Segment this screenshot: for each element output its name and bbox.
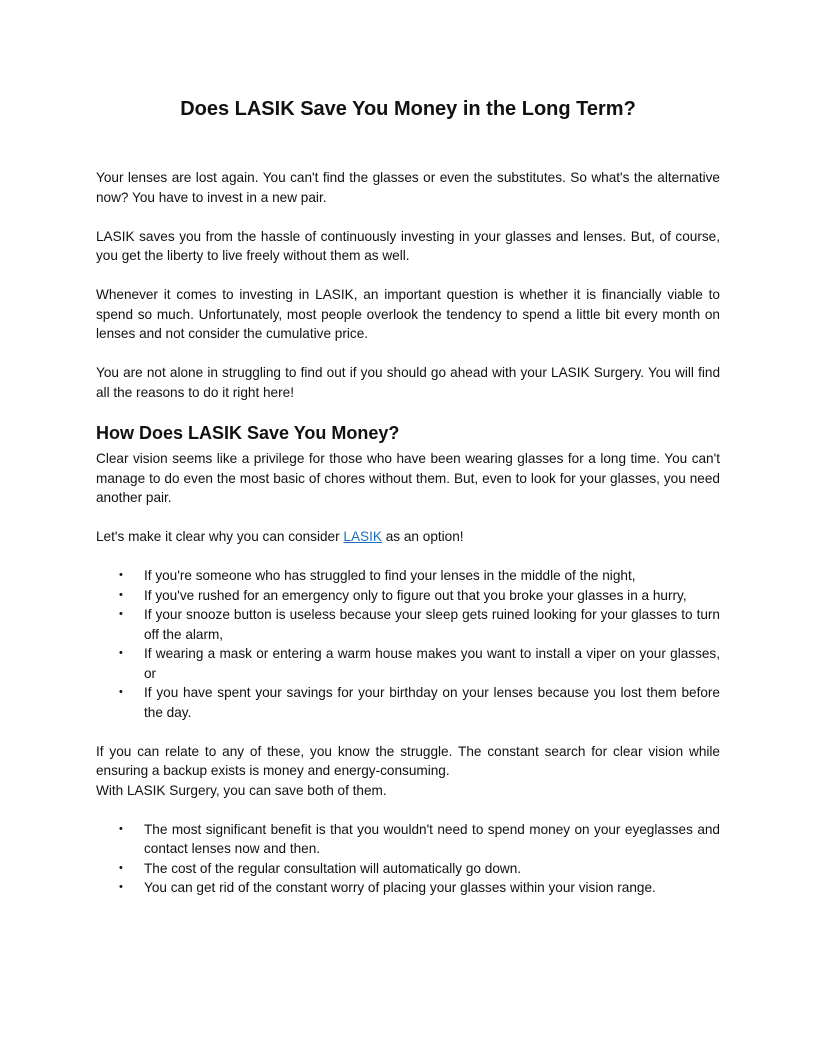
list-item	[119, 859, 720, 879]
intro-paragraph: Whenever it comes to investing in LASIK, an important question is whether it is financially viable to spend so much. Unfortunately, most people overlook the tendency to spend a little bit every month on lenses and not consider the cumulative price.	[96, 287, 720, 341]
list-item-text: If you're someone who has struggled to find your lenses in the middle of the night,	[144, 568, 636, 583]
list-item	[119, 566, 720, 586]
benefits-list	[96, 820, 720, 898]
list-item-text: If your snooze button is useless because your sleep gets ruined looking for your glasses to turn off the alarm,	[144, 607, 720, 642]
link-prefix-text: Let's make it clear why you can consider	[96, 529, 344, 544]
list-item	[119, 644, 720, 683]
bullet-icon: •	[119, 647, 123, 659]
section-paragraph: Clear vision seems like a privilege for those who have been wearing glasses for a long time. You can't manage to do even the most basic of chores without them. But, even to look for your glasses, you need another pair.	[96, 451, 720, 505]
intro-paragraph: Your lenses are lost again. You can't find the glasses or even the substitutes. So what's the alternative now? You have to invest in a new pair.	[96, 170, 720, 205]
bullet-icon: •	[119, 881, 123, 893]
link-suffix-text: as an option!	[381, 529, 464, 544]
bullet-icon: •	[119, 861, 123, 874]
page-title: Does LASIK Save You Money in the Long Term?	[180, 98, 636, 120]
bullet-icon: •	[119, 569, 123, 581]
list-item-text: If wearing a mask or entering a warm house makes you want to install a viper on your glasses, or	[144, 646, 720, 681]
intro-paragraph: LASIK saves you from the hassle of continuously investing in your glasses and lenses. But, of course, you get the liberty to live freely without them as well.	[96, 228, 720, 263]
list-item	[119, 683, 720, 722]
list-item-text: If you've rushed for an emergency only to figure out that you broke your glasses in a hurry,	[144, 587, 687, 603]
list-item-text: You can get rid of the constant worry of placing your glasses within your vision range.	[144, 880, 656, 895]
list-item-text: If you have spent your savings for your birthday on your lenses because you lost them before the day.	[144, 685, 720, 720]
list-item	[119, 605, 720, 644]
section-paragraph-with-link	[96, 527, 720, 547]
section-paragraph: With LASIK Surgery, you can save both of them.	[96, 782, 387, 798]
section-heading: How Does LASIK Save You Money?	[96, 423, 400, 443]
list-item	[119, 878, 720, 898]
intro-paragraph: You are not alone in struggling to find out if you should go ahead with your LASIK Surgery. You will find all the reasons to do it right here!	[96, 365, 720, 400]
list-item-text: The most significant benefit is that you wouldn't need to spend money on your eyeglasses and contact lenses now and then.	[144, 821, 720, 856]
list-item	[119, 586, 720, 606]
struggles-list	[96, 566, 720, 722]
document-body	[96, 168, 720, 917]
list-item-text: The cost of the regular consultation will automatically go down.	[144, 860, 522, 876]
list-item	[119, 820, 720, 859]
section-paragraph: If you can relate to any of these, you know the struggle. The constant search for clear vision while ensuring a backup exists is money and energy-consuming.	[96, 743, 720, 778]
bullet-icon: •	[119, 588, 123, 601]
bullet-icon: •	[119, 608, 123, 620]
lasik-link[interactable]: LASIK	[343, 529, 382, 544]
bullet-icon: •	[119, 686, 123, 698]
bullet-icon: •	[119, 822, 123, 835]
